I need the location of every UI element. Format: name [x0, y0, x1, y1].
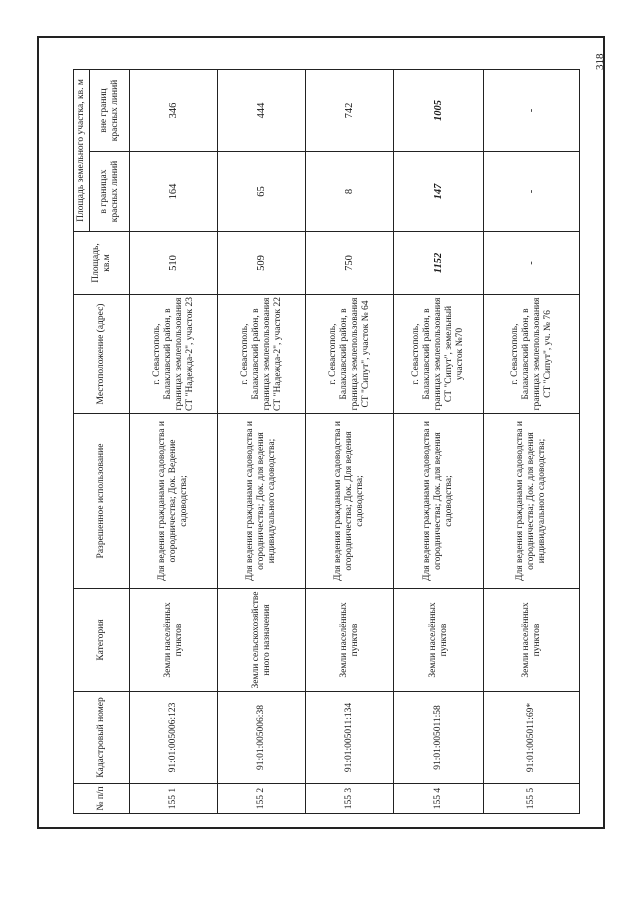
header-category: Категория: [74, 589, 130, 692]
location-address: г. Севастополь, Балаклавский район, в границах землепользования СТ "Надежда-2", участок 22: [218, 295, 306, 414]
header-location: Местоположение (адрес): [74, 295, 130, 414]
area-value: -: [484, 232, 580, 295]
area-within-red-lines: 164: [130, 152, 218, 232]
cadastral-number: 91:01:005011:134: [306, 692, 394, 784]
land-category: Земли населённых пунктов: [130, 589, 218, 692]
header-area: Площадь, кв.м: [74, 232, 130, 295]
land-category: Земли населённых пунктов: [306, 589, 394, 692]
area-within-red-lines: 8: [306, 152, 394, 232]
table-row: [218, 69, 306, 813]
area-value: 750: [306, 232, 394, 295]
area-outside-red-lines: 444: [218, 69, 306, 151]
cadastral-number: 91:01:005006:123: [130, 692, 218, 784]
row-number: 155 4: [394, 784, 484, 814]
location-address: г. Севастополь, Балаклавский район, в границах землепользования СТ "Надежда-2", участок 23: [130, 295, 218, 414]
land-plots-table: [73, 69, 580, 814]
area-within-red-lines: 65: [218, 152, 306, 232]
permitted-use: Для ведения гражданами садоводства и огородничества; Док. для ведения индивидуального садоводства;: [484, 414, 580, 589]
table-row: [394, 69, 484, 813]
land-category: Земли населённых пунктов: [484, 589, 580, 692]
row-number: 155 1: [130, 784, 218, 814]
area-outside-red-lines: 742: [306, 69, 394, 151]
location-address: г. Севастополь, Балаклавский район, в границах землепользования СТ "Сипут", земельный участок №70: [394, 295, 484, 414]
header-no: № п/п: [74, 784, 130, 814]
area-value: 1152: [394, 232, 484, 295]
area-within-red-lines: 147: [394, 152, 484, 232]
header-land-area-group: Площадь земельного участка, кв. м: [74, 69, 90, 231]
table-row: [306, 69, 394, 813]
area-within-red-lines: -: [484, 152, 580, 232]
permitted-use: Для ведения гражданами садоводства и огородничества; Док. для ведения индивидуального садоводства;: [218, 414, 306, 589]
area-outside-red-lines: 1005: [394, 69, 484, 151]
area-value: 509: [218, 232, 306, 295]
permitted-use: Для ведения гражданами садоводства и огородничества; Док. для ведения садоводства;: [394, 414, 484, 589]
permitted-use: Для ведения гражданами садоводства и огородничества; Док. Для ведения садоводства;: [306, 414, 394, 589]
land-category: Земли сельскохозяйстве нного назначения: [218, 589, 306, 692]
header-cadastral-number: Кадастровый номер: [74, 692, 130, 784]
area-outside-red-lines: -: [484, 69, 580, 151]
land-category: Земли населённых пунктов: [394, 589, 484, 692]
area-value: 510: [130, 232, 218, 295]
rotated-table-container: [73, 70, 579, 814]
row-number: 155 5: [484, 784, 580, 814]
table-row: [130, 69, 218, 813]
header-outside-red-lines: вне границ красных линий: [90, 69, 130, 151]
cadastral-number: 91:01:005011:69*: [484, 692, 580, 784]
location-address: г. Севастополь, Балаклавский район, в границах землепользования СТ "Сипут", уч. № 76: [484, 295, 580, 414]
page-number: [593, 53, 607, 82]
cadastral-number: 91:01:005006:38: [218, 692, 306, 784]
header-within-red-lines: в границах красных линий: [90, 152, 130, 232]
header-permitted-use: Разрешенное использование: [74, 414, 130, 589]
row-number: 155 2: [218, 784, 306, 814]
permitted-use: Для ведения гражданами садоводства и огородничества; Док. Ведение садоводства;: [130, 414, 218, 589]
cadastral-number: 91:01:005011:58: [394, 692, 484, 784]
area-outside-red-lines: 346: [130, 69, 218, 151]
table-row: [484, 69, 580, 813]
location-address: г. Севастополь, Балаклавский район, в границах землепользования СТ "Сипут", участок № 64: [306, 295, 394, 414]
page-number-text: 318: [594, 53, 606, 70]
row-number: 155 3: [306, 784, 394, 814]
